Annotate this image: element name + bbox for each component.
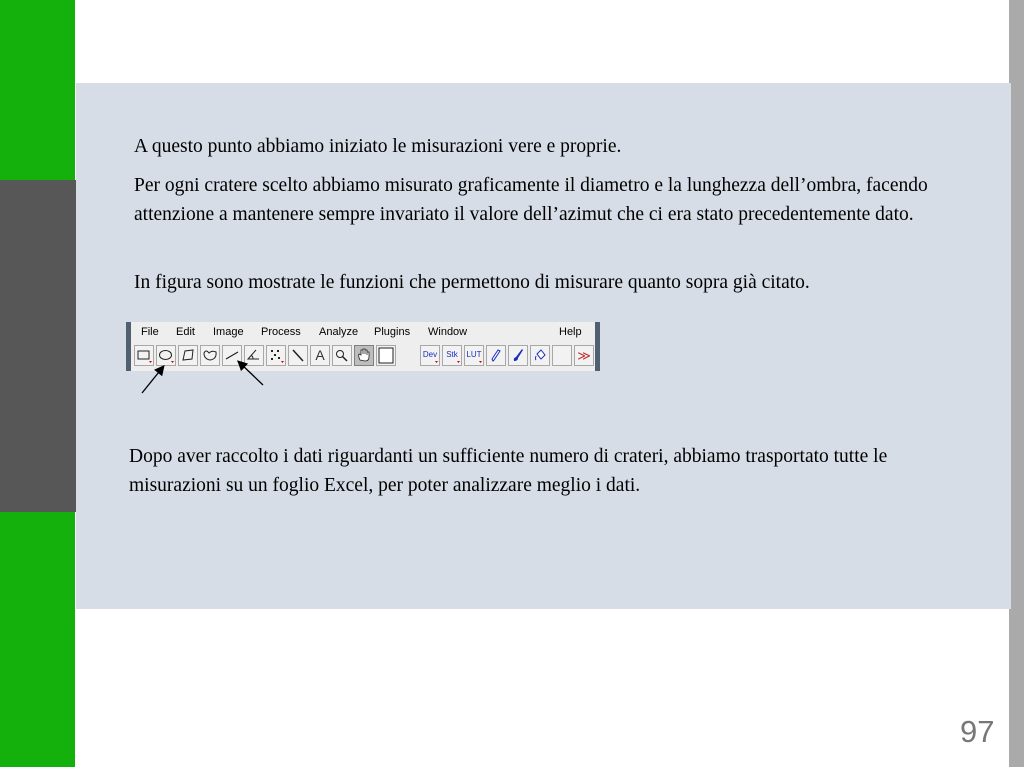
left-dark-block — [0, 180, 76, 512]
menu-plugins[interactable]: Plugins — [374, 326, 411, 338]
menu-file[interactable]: File — [141, 326, 159, 338]
empty-tool-slot — [552, 345, 572, 366]
flood-fill-icon[interactable] — [530, 345, 550, 366]
freehand-selection-icon[interactable] — [200, 345, 220, 366]
lut-label: LUT — [466, 350, 482, 359]
oval-selection-icon[interactable] — [156, 345, 176, 366]
pencil-icon[interactable] — [486, 345, 506, 366]
stk-label: Stk — [446, 350, 458, 359]
menu-image[interactable]: Image — [213, 326, 244, 338]
page-number: 97 — [960, 714, 995, 749]
wand-icon[interactable] — [288, 345, 308, 366]
paragraph-intro: A questo punto abbiamo iniziato le misurazioni vere e proprie. — [134, 136, 622, 157]
paragraph-method: Per ogni cratere scelto abbiamo misurato graficamente il diametro e la lunghezza dell’ombra, facendo attenzione a mantenere sempre invariato il valore dell’azimut che ci era stato precedentemente dato. — [134, 175, 928, 225]
more-tools-icon[interactable] — [574, 345, 594, 366]
text-tool-icon[interactable] — [310, 345, 330, 366]
stack-menu-icon[interactable] — [442, 345, 462, 366]
straight-line-icon[interactable] — [222, 345, 242, 366]
paragraph-figure-caption: In figura sono mostrate le funzioni che permettono di misurare quanto sopra già citato. — [134, 272, 810, 293]
menu-help[interactable]: Help — [559, 326, 582, 338]
color-picker-icon[interactable] — [376, 345, 396, 366]
dev-label: Dev — [422, 350, 438, 359]
lut-menu-icon[interactable] — [464, 345, 484, 366]
menu-edit[interactable]: Edit — [176, 326, 195, 338]
polygon-selection-icon[interactable] — [178, 345, 198, 366]
paragraph-excel: Dopo aver raccolto i dati riguardanti un sufficiente numero di crateri, abbiamo trasportato tutte le misurazioni su un foglio Excel, per poter analizzare meglio i dati. — [129, 446, 888, 496]
developer-menu-icon[interactable] — [420, 345, 440, 366]
rectangle-selection-icon[interactable] — [134, 345, 154, 366]
angle-tool-icon[interactable] — [244, 345, 264, 366]
menu-window[interactable]: Window — [428, 326, 468, 338]
menu-process[interactable]: Process — [261, 326, 301, 338]
brush-icon[interactable] — [508, 345, 528, 366]
more-tools-label: ≫ — [577, 348, 591, 363]
scroll-hand-icon[interactable] — [354, 345, 374, 366]
text-tool-label: A — [315, 347, 325, 363]
magnifier-icon[interactable] — [332, 345, 352, 366]
right-gray-strip — [1009, 0, 1024, 767]
menu-analyze[interactable]: Analyze — [319, 326, 359, 338]
imagej-toolbar — [126, 322, 600, 371]
multi-point-icon[interactable] — [266, 345, 286, 366]
menu-bar — [131, 322, 595, 344]
